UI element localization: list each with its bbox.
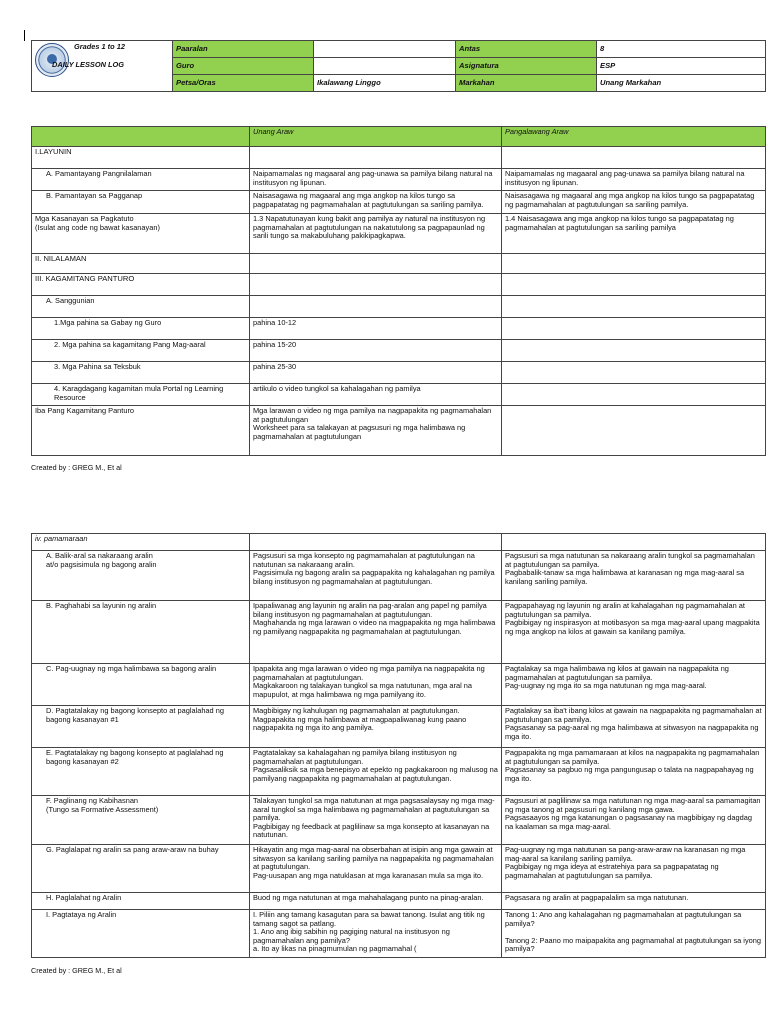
petsa-label: Petsa/Oras: [173, 75, 314, 92]
objective-day2-cell: [502, 406, 766, 456]
procedure-row: [32, 664, 766, 706]
guro-value: [314, 58, 456, 75]
objective-day2-cell: [502, 274, 766, 296]
objective-day2-cell: Naipamamalas ng magaaral ang pag-unawa sa pamilya bilang natural na institusyon ng lipunan.: [502, 169, 766, 191]
objective-label-cell: II. NILALAMAN: [32, 254, 250, 274]
day2-header: Pangalawang Araw: [502, 127, 766, 147]
text-cursor: [24, 30, 25, 41]
antas-value: 8: [597, 41, 766, 58]
objective-day2-cell: [502, 147, 766, 169]
procedure-label-cell: E. Pagtatalakay ng bagong konsepto at paglalahad ng bagong kasanayan #2: [32, 748, 250, 796]
paaralan-value: [314, 41, 456, 58]
objective-day1-cell: [250, 274, 502, 296]
procedure-day2-cell: Tanong 1: Ano ang kahalagahan ng pagmamahalan at pagtutulungan sa pamilya? Tanong 2: Paano mo maipapakita ang pagmamahal at pagtutulungan sa iyong pamilya?: [502, 910, 766, 958]
objective-day2-cell: 1.4 Naisasagawa ang mga angkop na kilos tungo sa pagpapatatag ng pagmamahalan at pagtutulungan sa sariling pamilya: [502, 214, 766, 254]
procedure-title: iv. pamamaraan: [32, 534, 250, 551]
procedure-label-cell: C. Pag-uugnay ng mga halimbawa sa bagong aralin: [32, 664, 250, 706]
objectives-table: [31, 126, 766, 456]
objective-label-cell: 2. Mga pahina sa kagamitang Pang Mag-aaral: [32, 340, 250, 362]
objective-day1-cell: [250, 147, 502, 169]
objective-day1-cell: [250, 296, 502, 318]
procedure-day1-cell: Talakayan tungkol sa mga natutunan at mga pagsasalaysay ng mga mag-aaral tungkol sa mga halimbawa ng pagmamahalan at pagtutulungan sa pamilya. Pagbibigay ng feedback at paglilinaw sa mga konsepto at kasanayan na natutunan.: [250, 796, 502, 845]
asignatura-label: Asignatura: [456, 58, 597, 75]
procedure-row: [32, 796, 766, 845]
procedure-day1-cell: Buod ng mga natutunan at mga mahahalagang punto na pinag-aralan.: [250, 893, 502, 910]
procedure-label-cell: D. Pagtatalakay ng bagong konsepto at paglalahad ng bagong kasanayan #1: [32, 706, 250, 748]
procedure-label-cell: A. Balik-aral sa nakaraang aralin at/o pagsisimula ng bagong aralin: [32, 551, 250, 601]
objective-label-cell: III. KAGAMITANG PANTURO: [32, 274, 250, 296]
objective-day1-cell: Naipamamalas ng magaaral ang pag-unawa sa pamilya bilang natural na institusyon ng lipunan.: [250, 169, 502, 191]
deped-logo-cell: [32, 41, 173, 92]
procedure-day2-cell: Pagpapahayag ng layunin ng aralin at kahalagahan ng pagmamahalan at pagtutulungan sa pamilya. Pagbibigay ng inspirasyon at motibasyon sa mga mag-aaral upang magpakita ng mga angkop na kilos at gawain sa kanilang pamilya.: [502, 601, 766, 664]
objective-label-cell: 1.Mga pahina sa Gabay ng Guro: [32, 318, 250, 340]
procedure-row: [32, 601, 766, 664]
objective-row: [32, 147, 766, 169]
markahan-value: Unang Markahan: [597, 75, 766, 92]
procedure-day1-cell: Pagsusuri sa mga konsepto ng pagmamahalan at pagtutulungan na natutunan sa nakaraang aralin. Pagsisimula ng bagong aralin sa pagpapakita ng kahalagahan ng pamilya bilang institusyon ng pagmamahalan at pagtutulungan.: [250, 551, 502, 601]
objective-label-cell: 4. Karagdagang kagamitan mula Portal ng Learning Resource: [32, 384, 250, 406]
objective-row: [32, 318, 766, 340]
objective-row: [32, 254, 766, 274]
procedure-day1-cell: Magbibigay ng kahulugan ng pagmamahalan at pagtutulungan. Magpapakita ng mga halimbawa at magpapaliwanag kung paano nagpapakita ng mga ito ang pamilya.: [250, 706, 502, 748]
procedure-table: [31, 533, 766, 958]
procedure-label-cell: F. Paglinang ng Kabihasnan (Tungo sa Formative Assessment): [32, 796, 250, 845]
objective-day2-cell: Naisasagawa ng magaaral ang mga angkop na kilos tungo sa pagpapatatag ng pagmamahalan at pagtutulungan sa sariling pamilya.: [502, 191, 766, 214]
objective-row: [32, 340, 766, 362]
procedure-day1-cell: Hikayatin ang mga mag-aaral na obserbahan at isipin ang mga gawain at sitwasyon sa kanilang sariling pamilya na nagpapakita ng pagmamahalan at pagtutulungan. Pag-uusapan ang mga natuklasan at mga karanasan mula sa mga ito.: [250, 845, 502, 893]
objective-day1-cell: Mga larawan o video ng mga pamilya na nagpapakita ng pagmamahalan at pagtutulungan Worksheet para sa talakayan at pagsusuri ng mga halimbawa ng pagmamahalan at pagtutulungan: [250, 406, 502, 456]
objective-day2-cell: [502, 384, 766, 406]
procedure-row: [32, 893, 766, 910]
procedure-day1-cell: Ipapakita ang mga larawan o video ng mga pamilya na nagpapakita ng pagmamahalan at pagtutulungan. Magkakaroon ng talakayan tungkol sa mga natutunan, mga aral na mapupulot, at mga halimbawa ng mga pamilyang ito.: [250, 664, 502, 706]
objective-day1-cell: [250, 254, 502, 274]
objective-label-cell: B. Pamantayan sa Pagganap: [32, 191, 250, 214]
objective-day2-cell: [502, 318, 766, 340]
procedure-day2-cell: Pagpapakita ng mga pamamaraan at kilos na nagpapakita ng pagmamahalan at pagtutulungan sa pamilya. Pagsasanay sa pagbuo ng mga pangungusap o talata na nagpapahayag ng mga ito.: [502, 748, 766, 796]
procedure-row: [32, 748, 766, 796]
antas-label: Antas: [456, 41, 597, 58]
guro-label: Guro: [173, 58, 314, 75]
objective-day2-cell: [502, 296, 766, 318]
header-table: [31, 40, 766, 92]
objective-row: [32, 296, 766, 318]
petsa-value: Ikalawang Linggo: [314, 75, 456, 92]
credit-line: Created by : GREG M., Et al: [31, 463, 122, 472]
corner-cell: [32, 127, 250, 147]
objective-label-cell: A. Pamantayang Pangnilalaman: [32, 169, 250, 191]
objective-label-cell: 3. Mga Pahina sa Teksbuk: [32, 362, 250, 384]
objective-row: [32, 191, 766, 214]
asignatura-value: ESP: [597, 58, 766, 75]
log-title: DAILY LESSON LOG: [52, 60, 124, 69]
objective-day1-cell: pahina 25-30: [250, 362, 502, 384]
objective-day1-cell: pahina 15-20: [250, 340, 502, 362]
procedure-label-cell: B. Paghahabi sa layunin ng aralin: [32, 601, 250, 664]
procedure-day2-cell: Pagsusuri sa mga natutunan sa nakaraang aralin tungkol sa pagmamahalan at pagtutulungan sa pamilya. Pagbabalik-tanaw sa mga halimbawa at karanasan ng mga mag-aaral sa kanilang sariling pamilya.: [502, 551, 766, 601]
objective-day2-cell: [502, 340, 766, 362]
objective-row: [32, 169, 766, 191]
objective-row: [32, 274, 766, 296]
procedure-row: [32, 706, 766, 748]
day1-header: Unang Araw: [250, 127, 502, 147]
objective-day1-cell: 1.3 Napatutunayan kung bakit ang pamilya ay natural na institusyon ng pagmamahalan at pagtutulungan na nakatutulong sa pagpapaunlad ng sarili tungo sa makabuluhang pakikipagkapwa.: [250, 214, 502, 254]
procedure-day1-cell: Pagtatalakay sa kahalagahan ng pamilya bilang institusyon ng pagmamahalan at pagtutulungan. Pagsasaliksik sa mga benepisyo at epekto ng pagkakaroon ng malusog na pamilyang nagpapakita ng pagmamahalan at pagtutulungan.: [250, 748, 502, 796]
objective-label-cell: A. Sanggunian: [32, 296, 250, 318]
markahan-label: Markahan: [456, 75, 597, 92]
procedure-day1-cell: Ipapaliwanag ang layunin ng aralin na pag-aralan ang papel ng pamilya bilang institusyon ng pagmamahalan at pagtutulungan. Maghahanda ng mga larawan o video na magpapakita ng mga halimbawa ng pamilyang nagpapakita ng pagmamahalan at pagtutulungan.: [250, 601, 502, 664]
objective-label-cell: Mga Kasanayan sa Pagkatuto (Isulat ang code ng bawat kasanayan): [32, 214, 250, 254]
objective-day1-cell: artikulo o video tungkol sa kahalagahan ng pamilya: [250, 384, 502, 406]
objective-day2-cell: [502, 254, 766, 274]
procedure-row: [32, 551, 766, 601]
procedure-blank-1: [250, 534, 502, 551]
procedure-day2-cell: Pagsasara ng aralin at pagpapalalim sa mga natutunan.: [502, 893, 766, 910]
paaralan-label: Paaralan: [173, 41, 314, 58]
objective-label-cell: I.LAYUNIN: [32, 147, 250, 169]
objective-row: [32, 214, 766, 254]
objective-row: [32, 384, 766, 406]
grades-label: Grades 1 to 12: [74, 42, 125, 51]
procedure-row: [32, 910, 766, 958]
procedure-label-cell: H. Paglalahat ng Aralin: [32, 893, 250, 910]
procedure-row: [32, 845, 766, 893]
procedure-day2-cell: Pagtalakay sa mga halimbawa ng kilos at gawain na nagpapakita ng pagmamahalan at pagtutulungan sa pamilya. Pag-uugnay ng mga ito sa mga natutunan ng mga mag-aaral.: [502, 664, 766, 706]
credit-line-2: Created by : GREG M., Et al: [31, 966, 122, 975]
procedure-day2-cell: Pagsusuri at paglilinaw sa mga natutunan ng mga mag-aaral sa pamamagitan ng mga tanong at pagsusuri ng kanilang mga gawa. Pagsasaayos ng mga katanungan o pagsasanay na magbibigay ng dagdag na kaalaman sa mga mag-aaral.: [502, 796, 766, 845]
procedure-label-cell: G. Paglalapat ng aralin sa pang araw-araw na buhay: [32, 845, 250, 893]
procedure-day2-cell: Pagtalakay sa iba't ibang kilos at gawain na nagpapakita ng pagmamahalan at pagtutulungan sa pamilya. Pagsasanay sa pag-aaral ng mga halimbawa at sitwasyon na nagpapakita ng mga ito.: [502, 706, 766, 748]
procedure-blank-2: [502, 534, 766, 551]
objective-day1-cell: pahina 10-12: [250, 318, 502, 340]
objective-row: [32, 362, 766, 384]
procedure-day1-cell: I. Piliin ang tamang kasagutan para sa bawat tanong. Isulat ang titik ng tamang sagot sa patlang. 1. Ano ang ibig sabihin ng pagiging natural na institusyon ng pagmamahalan ang pamilya? a. Ito ay likas na pinagmumulan ng pagmamahal (: [250, 910, 502, 958]
objective-row: [32, 406, 766, 456]
objective-label-cell: Iba Pang Kagamitang Panturo: [32, 406, 250, 456]
procedure-label-cell: I. Pagtataya ng Aralin: [32, 910, 250, 958]
objective-day2-cell: [502, 362, 766, 384]
procedure-day2-cell: Pag-uugnay ng mga natutunan sa pang-araw-araw na karanasan ng mga mag-aaral sa kanilang sariling pamilya. Pagbibigay ng mga ideya at estratehiya para sa pagpapatatag ng pagmamahalan at pagtutulungan sa pamilya.: [502, 845, 766, 893]
objective-day1-cell: Naisasagawa ng magaaral ang mga angkop na kilos tungo sa pagpapatatag ng pagmamahalan at pagtutulungan sa sariling pamilya.: [250, 191, 502, 214]
